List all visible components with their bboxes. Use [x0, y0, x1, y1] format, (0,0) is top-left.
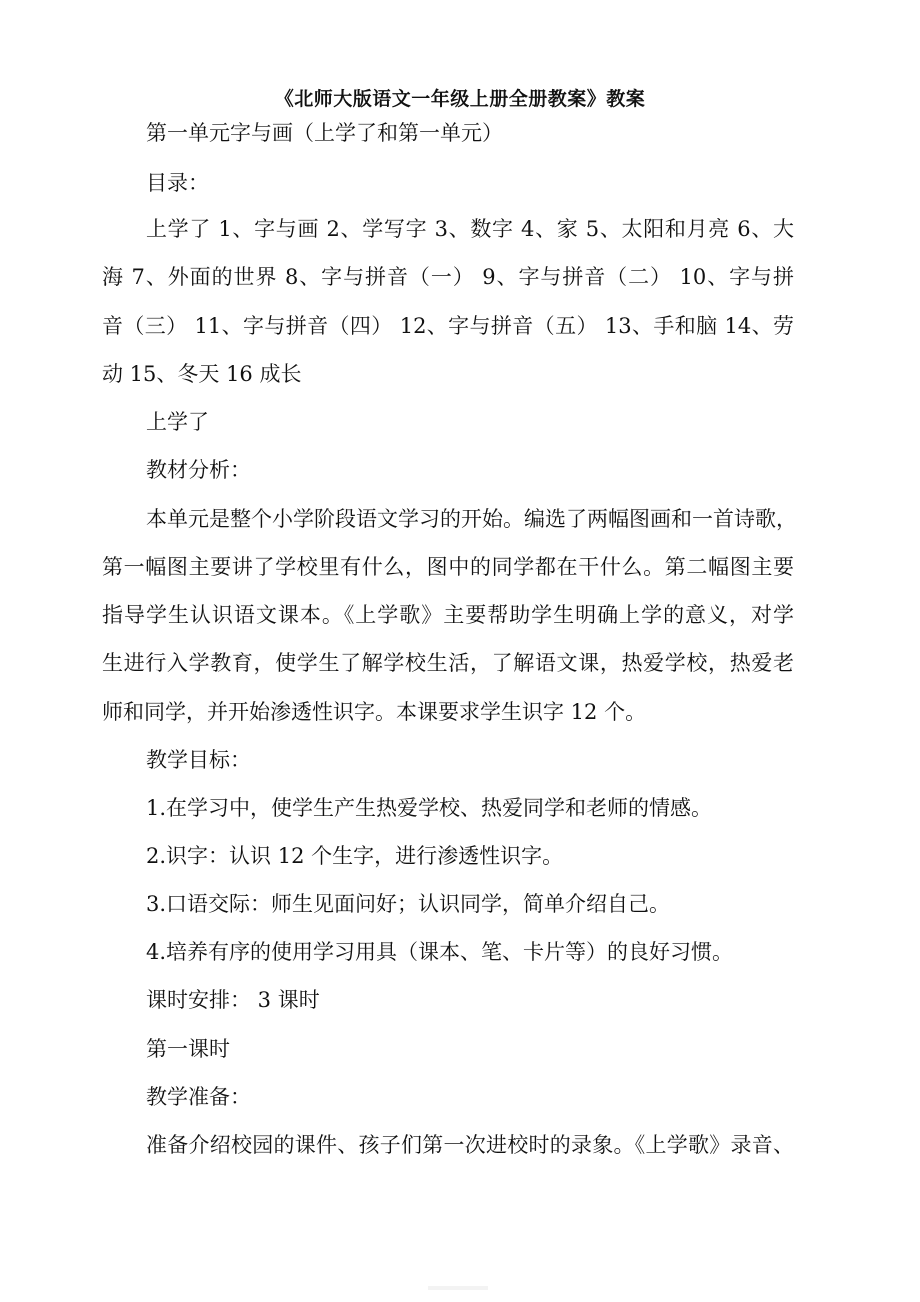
period-heading: 第一课时 — [146, 1037, 230, 1061]
analysis-line: 指导学生认识语文课本。《上学歌》主要帮助学生明确上学的意义，对学 — [102, 603, 794, 627]
goal-item: 3.口语交际：师生见面问好；认识同学，简单介绍自己。 — [146, 892, 671, 916]
goals-label: 教学目标： — [146, 748, 251, 772]
analysis-line: 生进行入学教育，使学生了解学校生活，了解语文课，热爱学校，热爱老 — [102, 651, 794, 675]
page-footer-mark — [428, 1286, 488, 1290]
lesson-title: 上学了 — [146, 410, 209, 434]
unit-heading: 第一单元字与画（上学了和第一单元） — [146, 121, 503, 145]
analysis-line: 本单元是整个小学阶段语文学习的开始。编选了两幅图画和一首诗歌， — [146, 507, 797, 531]
prep-line: 准备介绍校园的课件、孩子们第一次进校时的录象。《上学歌》录音、 — [146, 1133, 794, 1157]
document-title: 《北师大版语文一年级上册全册教案》教案 — [274, 88, 646, 110]
goal-item: 2.识字：认识 12 个生字，进行渗透性识字。 — [146, 844, 564, 868]
prep-label: 教学准备： — [146, 1085, 251, 1109]
goal-item: 1.在学习中，使学生产生热爱学校、热爱同学和老师的情感。 — [146, 796, 713, 820]
analysis-line: 师和同学，并开始渗透性识字。本课要求学生识字 12 个。 — [102, 700, 647, 724]
toc-line: 动 15、冬天 16 成长 — [102, 362, 302, 386]
schedule-line: 课时安排： 3 课时 — [146, 988, 320, 1012]
analysis-line: 第一幅图主要讲了学校里有什么，图中的同学都在干什么。第二幅图主要 — [102, 555, 794, 579]
toc-label: 目录： — [146, 171, 209, 195]
goal-item: 4.培养有序的使用学习用具（课本、笔、卡片等）的良好习惯。 — [146, 940, 734, 964]
toc-line: 海 7、外面的世界 8、字与拼音（一） 9、字与拼音（二） 10、字与拼 — [102, 265, 794, 289]
toc-line: 上学了 1、字与画 2、学写字 3、数字 4、家 5、太阳和月亮 6、大 — [146, 217, 794, 241]
toc-line: 音（三） 11、字与拼音（四） 12、字与拼音（五） 13、手和脑 14、劳 — [102, 314, 794, 338]
analysis-label: 教材分析： — [146, 458, 251, 482]
